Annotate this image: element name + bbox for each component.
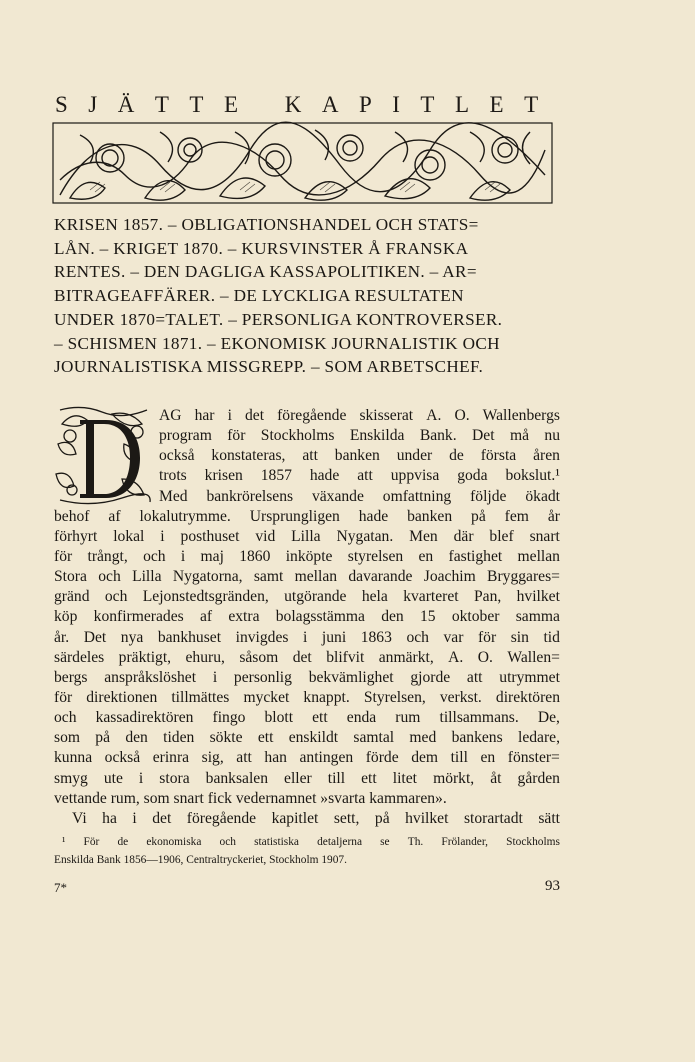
word: Nygatan. bbox=[336, 527, 394, 545]
word: nya bbox=[120, 628, 144, 646]
word: hade bbox=[309, 467, 340, 485]
word: förde bbox=[365, 749, 399, 767]
word: bekvämlighet bbox=[308, 668, 394, 686]
word: åt bbox=[490, 769, 502, 787]
word: trångt, bbox=[87, 547, 128, 565]
word: litet bbox=[392, 769, 418, 787]
word: att bbox=[466, 668, 483, 686]
word: Men bbox=[409, 527, 438, 545]
word: sin bbox=[510, 628, 529, 646]
word: omfattning bbox=[382, 487, 452, 505]
word: tid bbox=[543, 628, 560, 646]
word: såsom bbox=[239, 648, 279, 666]
word: se bbox=[380, 836, 390, 848]
word: anspråkslöshet bbox=[104, 668, 197, 686]
word: samt bbox=[253, 568, 284, 586]
word: och bbox=[219, 836, 236, 848]
word: köp bbox=[54, 608, 78, 626]
word: den bbox=[381, 608, 404, 626]
word: Stockholms bbox=[506, 836, 560, 848]
word: för bbox=[477, 628, 497, 646]
word: af bbox=[108, 507, 121, 525]
word: att bbox=[236, 749, 252, 767]
body-line bbox=[54, 668, 560, 688]
word: af bbox=[199, 608, 213, 626]
word: hade bbox=[358, 507, 389, 525]
word: Pan, bbox=[473, 588, 502, 606]
body-line bbox=[159, 446, 560, 466]
footnote-line bbox=[62, 833, 560, 851]
word: föregående bbox=[186, 809, 257, 827]
word: ett bbox=[361, 769, 377, 787]
word: år. bbox=[54, 628, 70, 646]
word: en bbox=[418, 547, 434, 565]
word: Det bbox=[472, 427, 495, 445]
word: sig, bbox=[201, 749, 224, 767]
body-line bbox=[72, 809, 560, 829]
word: Wallenbergs bbox=[482, 407, 560, 424]
word: präktigt, bbox=[118, 648, 172, 666]
word: ökadt bbox=[525, 487, 560, 505]
summary-line: BITRAGEAFFÄRER. – DE LYCKLIGA RESULTATEN bbox=[54, 286, 464, 306]
word: i bbox=[160, 527, 165, 545]
word: sett, bbox=[333, 809, 360, 827]
word: och bbox=[98, 568, 121, 586]
body-line bbox=[54, 708, 560, 728]
summary-line: JOURNALISTISKA MISSGREPP. – SOM ARBETSCHEF. bbox=[54, 357, 484, 377]
word: 1857 bbox=[260, 467, 292, 485]
word: som bbox=[54, 729, 80, 747]
word: de bbox=[449, 447, 464, 465]
word: program bbox=[159, 427, 212, 445]
word: direktören bbox=[495, 688, 560, 706]
word: snart bbox=[529, 527, 560, 545]
word: en bbox=[480, 749, 496, 767]
word: AG bbox=[159, 407, 182, 424]
word: maj bbox=[200, 547, 224, 565]
word: ekonomiska bbox=[146, 836, 202, 848]
word: smyg bbox=[54, 769, 88, 787]
word: ett bbox=[257, 729, 274, 747]
body-line: vettande rum, som snart fick vedernamnet »svarta kammaren». bbox=[54, 789, 447, 807]
word: skisserat bbox=[359, 407, 414, 424]
word: ute bbox=[103, 769, 123, 787]
word: där bbox=[453, 527, 474, 545]
body-line bbox=[159, 466, 560, 486]
word: Joachim bbox=[423, 568, 476, 586]
word: styrelsen bbox=[347, 547, 404, 565]
footnote bbox=[54, 833, 560, 869]
footnote-line: Enskilda Bank 1856—1906, Centraltryckeriet, Stockholm 1907. bbox=[54, 854, 347, 866]
word: invigdes bbox=[235, 628, 289, 646]
word: i bbox=[180, 547, 186, 565]
word: Lilla bbox=[132, 568, 162, 586]
word: det bbox=[152, 809, 172, 827]
body-line bbox=[54, 688, 560, 708]
word: De, bbox=[537, 709, 560, 727]
word: enskildt bbox=[288, 729, 339, 747]
word: sätt bbox=[538, 809, 560, 827]
word: mycket bbox=[243, 688, 290, 706]
body-line bbox=[54, 648, 560, 668]
word: mellan bbox=[517, 547, 560, 565]
body-line bbox=[54, 527, 560, 547]
word: följde bbox=[470, 487, 507, 505]
printer-signature-mark: 7* bbox=[54, 880, 67, 895]
body-line bbox=[54, 769, 560, 789]
word: må bbox=[509, 427, 529, 445]
word: ett bbox=[312, 709, 328, 727]
word: A. bbox=[448, 648, 464, 666]
summary-line: UNDER 1870=TALET. – PERSONLIGA KONTROVERSER. bbox=[54, 309, 503, 329]
word: Det bbox=[83, 628, 107, 646]
word: utrymmet bbox=[499, 668, 560, 686]
word: inköpte bbox=[285, 547, 333, 565]
summary-line: – SCHISMEN 1871. – EKONOMISK JOURNALISTIK OCH bbox=[54, 333, 500, 353]
word: också bbox=[159, 447, 195, 465]
word: för bbox=[227, 427, 246, 445]
word: Bryggares= bbox=[487, 568, 560, 586]
body-text bbox=[54, 406, 560, 829]
word: antingen bbox=[299, 749, 354, 767]
word: i bbox=[227, 407, 232, 424]
word: konstateras, bbox=[211, 447, 286, 465]
word: utgörande bbox=[284, 588, 347, 606]
word: ehuru, bbox=[185, 648, 225, 666]
word: första bbox=[480, 447, 517, 465]
body-line bbox=[54, 567, 560, 587]
word: För bbox=[83, 836, 100, 848]
word: tillsammans. bbox=[439, 709, 519, 727]
word: enda bbox=[346, 709, 377, 727]
word: Wallen= bbox=[507, 648, 560, 666]
word: ledare, bbox=[517, 729, 560, 747]
word: fingo bbox=[212, 709, 246, 727]
word: och bbox=[104, 588, 128, 606]
word: blef bbox=[489, 527, 514, 545]
word: växande bbox=[311, 487, 364, 505]
word: Vi bbox=[72, 809, 87, 827]
word: tillmättes bbox=[171, 688, 230, 706]
word: mellan bbox=[294, 568, 338, 586]
word: banken bbox=[407, 507, 453, 525]
word: samma bbox=[515, 608, 560, 626]
body-line bbox=[159, 406, 560, 426]
word: att bbox=[357, 467, 373, 485]
word: till bbox=[327, 769, 346, 787]
word: 1860 bbox=[239, 547, 271, 565]
word: eller bbox=[284, 769, 312, 787]
word: i bbox=[212, 668, 218, 686]
ornament-band bbox=[50, 120, 555, 206]
word: han bbox=[264, 749, 287, 767]
word: 15 bbox=[419, 608, 436, 626]
word: gjorde bbox=[410, 668, 451, 686]
word: med bbox=[409, 729, 437, 747]
word: bankens bbox=[451, 729, 503, 747]
word: O. bbox=[477, 648, 493, 666]
page-number: 93 bbox=[545, 878, 560, 894]
chapter-summary bbox=[54, 213, 562, 379]
word: 1863 bbox=[360, 628, 392, 646]
word: i bbox=[132, 809, 137, 827]
word: verkst. bbox=[439, 688, 482, 706]
word: på bbox=[95, 729, 111, 747]
word: direktionen bbox=[86, 688, 158, 706]
word: statistiska bbox=[254, 836, 299, 848]
word: bokslut.¹ bbox=[505, 467, 560, 485]
word: lokal bbox=[113, 527, 145, 545]
word: föregående bbox=[277, 407, 347, 424]
word: juni bbox=[321, 628, 347, 646]
word: kunna bbox=[54, 749, 93, 767]
word: åren bbox=[533, 447, 560, 465]
word: lokalutrymme. bbox=[139, 507, 231, 525]
word: till bbox=[450, 749, 468, 767]
word: ha bbox=[102, 809, 117, 827]
summary-line: RENTES. – DEN DAGLIGA KASSAPOLITIKEN. – AR= bbox=[54, 262, 477, 282]
word: Styrelsen, bbox=[363, 688, 426, 706]
word: fastighet bbox=[448, 547, 503, 565]
word: oktober bbox=[451, 608, 500, 626]
word: personlig bbox=[233, 668, 292, 686]
word: Th. bbox=[407, 836, 424, 848]
word: trots bbox=[159, 467, 187, 485]
word: tiden bbox=[163, 729, 195, 747]
word: Stockholms bbox=[260, 427, 335, 445]
summary-line: KRISEN 1857. – OBLIGATIONSHANDEL OCH STATS= bbox=[54, 215, 479, 234]
word: och bbox=[54, 709, 77, 727]
word: samtal bbox=[353, 729, 395, 747]
word: A. bbox=[426, 407, 442, 424]
word: sökte bbox=[209, 729, 243, 747]
word: fönster= bbox=[507, 749, 560, 767]
word: gränd bbox=[54, 588, 90, 606]
word: på bbox=[374, 809, 390, 827]
word: var bbox=[443, 628, 464, 646]
word: blott bbox=[264, 709, 294, 727]
word: år bbox=[547, 507, 560, 525]
word: fem bbox=[504, 507, 529, 525]
body-line bbox=[159, 426, 560, 446]
word: krisen bbox=[204, 467, 243, 485]
word: goda bbox=[457, 467, 488, 485]
body-line bbox=[54, 748, 560, 768]
word: kvarteret bbox=[403, 588, 459, 606]
word: hvilket bbox=[405, 809, 449, 827]
word: O. bbox=[454, 407, 470, 424]
word: Med bbox=[159, 487, 188, 505]
word: Enskilda bbox=[349, 427, 405, 445]
word: knappt. bbox=[303, 688, 350, 706]
word: bankrörelsens bbox=[206, 487, 294, 505]
word: det bbox=[292, 648, 312, 666]
chapter-heading: SJÄTTE KAPITLET bbox=[55, 92, 559, 117]
word: posthuset bbox=[180, 527, 240, 545]
word: de bbox=[117, 836, 129, 848]
word: för bbox=[54, 547, 73, 565]
word: den bbox=[125, 729, 148, 747]
word: extra bbox=[228, 608, 260, 626]
body-line bbox=[54, 628, 560, 648]
word: davarande bbox=[348, 568, 413, 586]
body-line bbox=[54, 728, 560, 748]
word: detaljerna bbox=[317, 836, 363, 848]
word: behof bbox=[54, 507, 90, 525]
word: konfirmerades bbox=[93, 608, 184, 626]
body-line bbox=[54, 607, 560, 627]
word: och bbox=[143, 547, 166, 565]
word: gården bbox=[517, 769, 560, 787]
word: nu bbox=[544, 427, 560, 445]
body-line bbox=[54, 587, 560, 607]
word: Lejonstedtsgränden, bbox=[142, 588, 269, 606]
word: Stora bbox=[54, 568, 87, 586]
word: särdeles bbox=[54, 648, 105, 666]
word: förhyrt bbox=[54, 527, 98, 545]
word: banken bbox=[334, 447, 380, 465]
word: bankhuset bbox=[157, 628, 222, 646]
word: att bbox=[302, 447, 318, 465]
word: hela bbox=[361, 588, 388, 606]
word: Frölander, bbox=[441, 836, 489, 848]
word: Lilla bbox=[291, 527, 321, 545]
summary-line: LÅN. – KRIGET 1870. – KURSVINSTER Å FRANSKA bbox=[54, 238, 469, 258]
word: ¹ bbox=[62, 836, 66, 848]
word: uppvisa bbox=[390, 467, 440, 485]
word: anmärkt, bbox=[378, 648, 434, 666]
word: Bank. bbox=[419, 427, 457, 445]
word: i bbox=[138, 769, 144, 787]
word: det bbox=[244, 407, 265, 424]
word: i bbox=[303, 628, 308, 646]
body-line bbox=[54, 547, 560, 567]
word: banksalen bbox=[205, 769, 268, 787]
word: under bbox=[396, 447, 433, 465]
word: Nygatorna, bbox=[172, 568, 243, 586]
word: bergs bbox=[54, 668, 88, 686]
word: erinra bbox=[152, 749, 190, 767]
body-line bbox=[159, 487, 560, 507]
word: rum bbox=[395, 709, 421, 727]
word: blifvit bbox=[326, 648, 365, 666]
word: bolagsstämma bbox=[275, 608, 365, 626]
word: stora bbox=[159, 769, 190, 787]
word: hvilket bbox=[516, 588, 560, 606]
word: på bbox=[471, 507, 486, 525]
word: kapitlet bbox=[271, 809, 319, 827]
word: också bbox=[104, 749, 141, 767]
word: dem bbox=[411, 749, 439, 767]
word: vid bbox=[255, 527, 276, 545]
word: Ursprungligen bbox=[249, 507, 340, 525]
body-line bbox=[54, 507, 560, 527]
word: kassadirektören bbox=[95, 709, 194, 727]
word: har bbox=[194, 407, 215, 424]
word: för bbox=[54, 688, 73, 706]
word: storartadt bbox=[463, 809, 523, 827]
word: och bbox=[406, 628, 429, 646]
word: mörkt, bbox=[433, 769, 475, 787]
